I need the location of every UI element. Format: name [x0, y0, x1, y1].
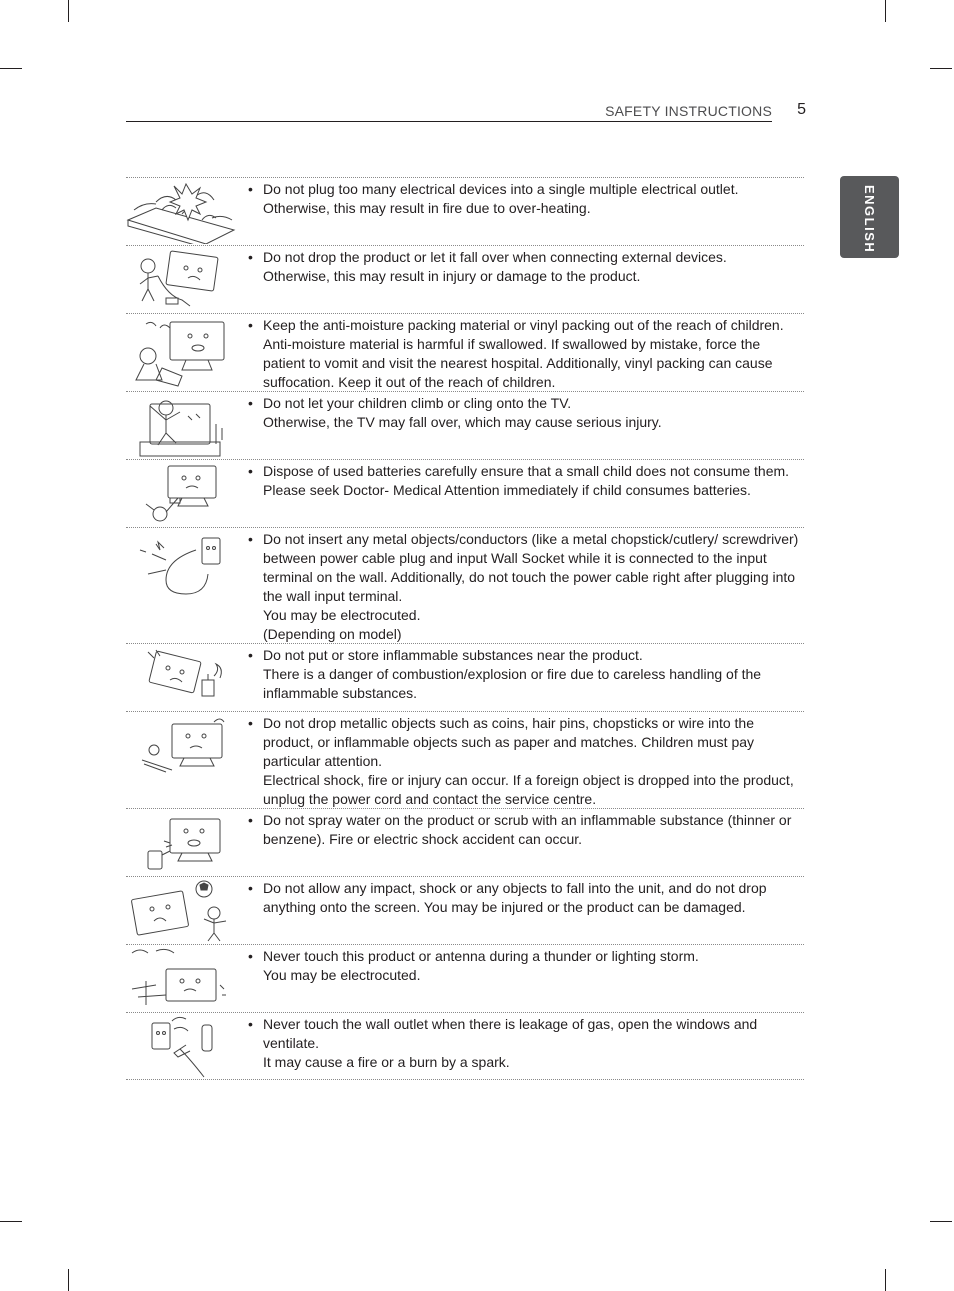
- safety-item: [126, 711, 804, 808]
- crop-mark: [0, 68, 22, 69]
- safety-item-text: • Do not spray water on the product or scrub with an inflammable substance (thinner or benzene). Fire or electric shock accident can occur.: [126, 809, 804, 876]
- language-tab-label: ENGLISH: [862, 185, 877, 254]
- crop-mark: [68, 1269, 69, 1291]
- safety-item-description: Keep the anti-moisture packing material or vinyl packing out of the reach of children. Anti-moisture material is harmful if swallowed. If swallowed by mistake, force the patient to vomit and visit the nearest hospital. Additionally, vinyl packing can cause suffocation. Keep it out of the reach of children.: [263, 317, 784, 390]
- crop-mark: [930, 1221, 952, 1222]
- crop-mark: [885, 1269, 886, 1291]
- safety-item-text: • Do not allow any impact, shock or any objects to fall into the unit, and do not drop anything onto the screen. You may be injured or the product can be damaged.: [126, 877, 804, 944]
- safety-item: [126, 643, 804, 711]
- safety-item-text: • Do not plug too many electrical devices into a single multiple electrical outlet. Otherwise, this may result in fire due to over-heating.: [126, 178, 804, 245]
- crop-mark: [68, 0, 69, 22]
- safety-item: [126, 944, 804, 1012]
- safety-instructions-table: [126, 177, 804, 1080]
- safety-item-description: Dispose of used batteries carefully ensure that a small child does not consume them. Please seek Doctor- Medical Attention immediately if child consumes batteries.: [263, 463, 790, 498]
- safety-item-text: • Do not put or store inflammable substances near the product. There is a danger of combustion/explosion or fire due to careless handling of the inflammable substances.: [126, 644, 804, 711]
- safety-item-text: • Never touch the wall outlet when there is leakage of gas, open the windows and ventilate. It may cause a fire or a burn by a spark.: [126, 1013, 804, 1079]
- safety-item-description: Do not spray water on the product or scrub with an inflammable substance (thinner or benzene). Fire or electric shock accident can occur.: [263, 812, 792, 847]
- safety-item-description: Do not drop metallic objects such as coins, hair pins, chopsticks or wire into the product, or inflammable objects such as paper and matches. Children must pay particular attention. Electrical shock, fire or injury can occur. If a foreign object is dropped into the product, unplug the power cord and contact the service centre.: [263, 715, 794, 807]
- safety-item: [126, 177, 804, 245]
- safety-item: [126, 527, 804, 643]
- safety-item-description: Never touch this product or antenna during a thunder or lighting storm. You may be electrocuted.: [263, 948, 699, 983]
- safety-item: [126, 391, 804, 459]
- safety-item: [126, 245, 804, 313]
- crop-mark: [0, 1221, 22, 1222]
- safety-item-text: • Keep the anti-moisture packing material or vinyl packing out of the reach of children. Anti-moisture material is harmful if swallowed. If swallowed by mistake, force the patient to vomit and visit the nearest hospital. Additionally, vinyl packing can cause suffocation. Keep it out of the reach of children.: [126, 314, 804, 391]
- safety-item: [126, 313, 804, 391]
- safety-item: [126, 1012, 804, 1080]
- safety-item-description: Never touch the wall outlet when there is leakage of gas, open the windows and ventilate. It may cause a fire or a burn by a spark.: [263, 1016, 758, 1070]
- safety-item: [126, 459, 804, 527]
- safety-item-text: • Do not drop metallic objects such as coins, hair pins, chopsticks or wire into the product, or inflammable objects such as paper and matches. Children must pay particular attention. Electrical shock, fire or injury can occur. If a foreign object is dropped into the product, unplug the power cord and contact the service centre.: [126, 712, 804, 808]
- safety-item: [126, 876, 804, 944]
- safety-item-description: Do not let your children climb or cling onto the TV. Otherwise, the TV may fall over, which may cause serious injury.: [263, 395, 662, 430]
- safety-item-text: • Do not drop the product or let it fall over when connecting external devices. Otherwise, this may result in injury or damage to the product.: [126, 246, 804, 313]
- page-number: 5: [797, 101, 806, 118]
- safety-item-text: • Do not let your children climb or cling onto the TV. Otherwise, the TV may fall over, which may cause serious injury.: [126, 392, 804, 459]
- safety-item-description: Do not put or store inflammable substances near the product. There is a danger of combustion/explosion or fire due to careless handling of the inflammable substances.: [263, 647, 762, 701]
- safety-item-description: Do not allow any impact, shock or any objects to fall into the unit, and do not drop anything onto the screen. You may be injured or the product can be damaged.: [263, 880, 767, 915]
- header-rule: [126, 121, 772, 122]
- safety-item: [126, 808, 804, 876]
- section-title: SAFETY INSTRUCTIONS: [605, 103, 772, 119]
- safety-item-description: Do not insert any metal objects/conductors (like a metal chopstick/cutlery/ screwdriver) between power cable plug and input Wall Socket while it is connected to the input terminal on the wall. Additionally, do not touch the power cable right after plugging into the wall input terminal. You may be electrocuted. (Depending on model): [263, 531, 799, 642]
- crop-mark: [930, 68, 952, 69]
- page-header: [126, 100, 806, 122]
- safety-item-text: • Never touch this product or antenna during a thunder or lighting storm. You may be electrocuted.: [126, 945, 804, 1012]
- safety-item-text: • Dispose of used batteries carefully ensure that a small child does not consume them. Please seek Doctor- Medical Attention immediately if child consumes batteries.: [126, 460, 804, 527]
- language-tab: [840, 176, 899, 258]
- safety-item-text: • Do not insert any metal objects/conductors (like a metal chopstick/cutlery/ screwdriver) between power cable plug and input Wall Socket while it is connected to the input terminal on the wall. Additionally, do not touch the power cable right after plugging into the wall input terminal. You may be electrocuted. (Depending on model): [126, 528, 804, 643]
- crop-mark: [885, 0, 886, 22]
- safety-item-description: Do not drop the product or let it fall over when connecting external devices. Otherwise, this may result in injury or damage to the product.: [263, 249, 727, 284]
- safety-item-description: Do not plug too many electrical devices into a single multiple electrical outlet. Otherwise, this may result in fire due to over-heating.: [263, 181, 739, 216]
